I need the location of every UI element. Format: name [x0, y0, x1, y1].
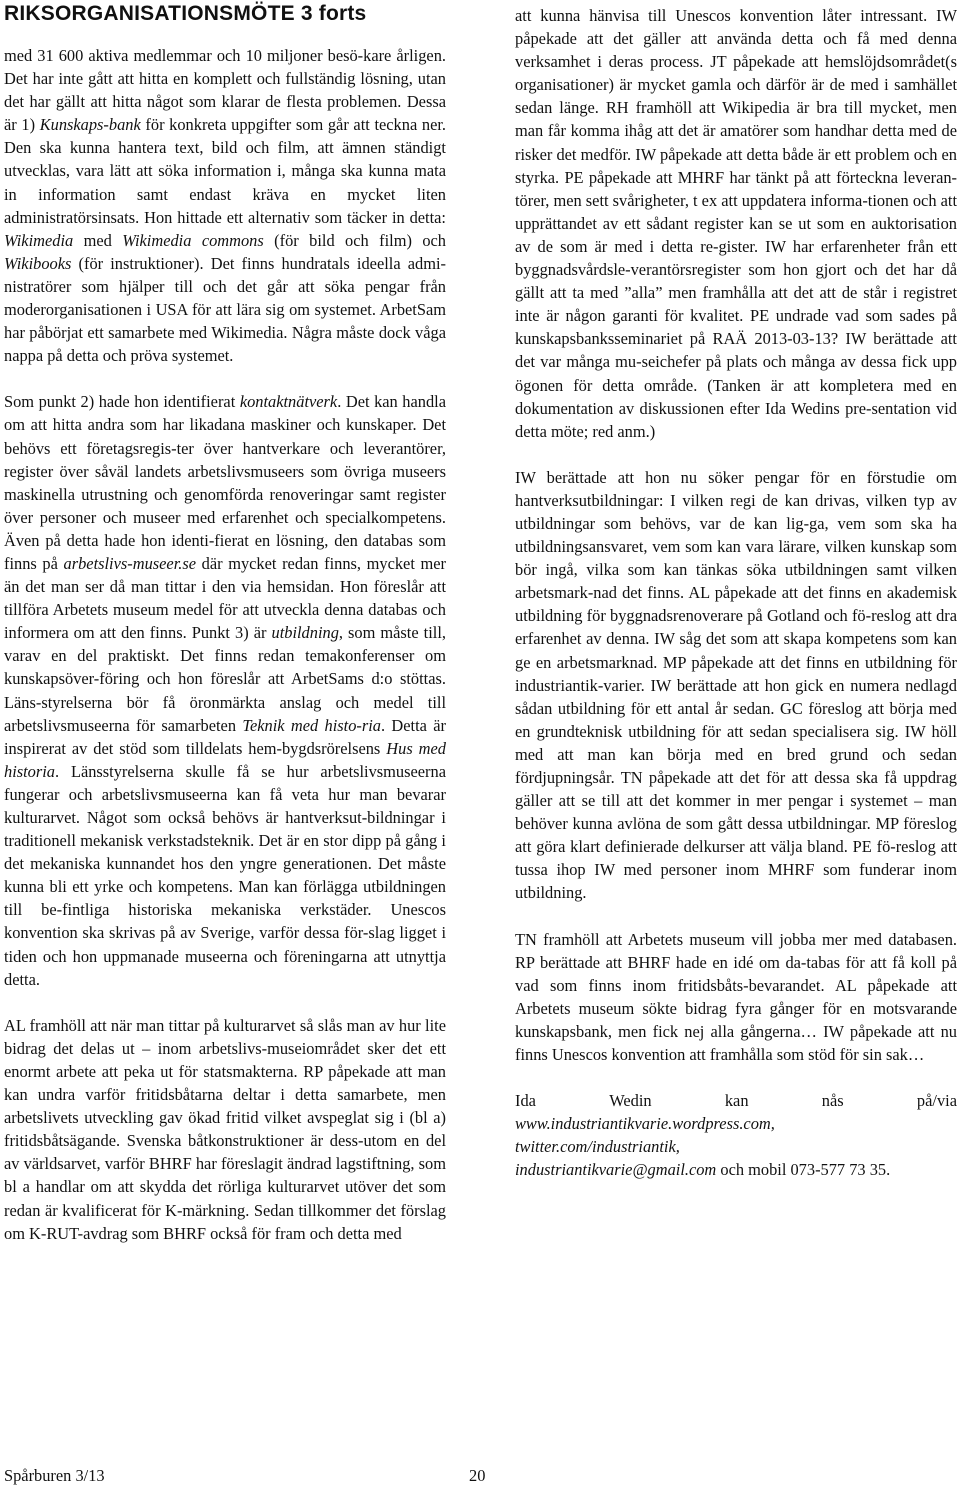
left-column [4, 44, 446, 1268]
right-column [515, 4, 957, 1182]
paragraph-databasen: TN framhöll att Arbetets museum vill jobba mer med databasen. RP berättade att BHRF hade en idé om da-tabas för att få koll på vad som finns inom fritidsbåts-bevarandet. AL påpekade att Arbetets museum sökte bidrag fyra gånger för en motsvarande kunskapsbank, men fick nej alla gångerna… IW påpekade att nu finns Unescos konvention att framhålla som stöd för sin sak… [515, 929, 957, 1065]
twitter-link[interactable]: twitter.com/industriantik, [515, 1137, 680, 1157]
paragraph-kunskapsbank: med 31 600 aktiva medlemmar och 10 miljoner besö-kare årligen. Det har inte gått att hitta en komplett och fullständig lösning, utan det har gällt att hitta något som klarar de flesta problemen. Dessa är 1) Kunskaps-bank för konkreta uppgifter som går att teckna ner. Den ska kunna hantera text, bild och film, att ämnen ständigt utvecklas, vara lätt att söka information i, många ska kunna mata in information samt endast kräva en mycket liten administratörsinsats. Hon hittade ett alternativ som täcker in detta: Wikimedia med Wikimedia commons (för bild och film) och Wikibooks (för instruktioner). Det finns hundratals ideella admi-nistratörer som hjälper till och det går att söka pengar från moderorganisationen i USA för att lära sig om systemet. ArbetSam har påbörjat ett samarbete med Wikimedia. Några måste dock våga nappa på detta och pröva systemet. [4, 46, 446, 366]
paragraph-kulturarvet: AL framhöll att när man tittar på kulturarvet så slås man av hur lite bidrag det delas ut – inom arbetslivs-museiområdet sker det ett enormt arbete att peka ut för statsmakterna. RP påpekade att man kan undra varför fritidsbåtarna deltar i detta samarbete, men arbetslivets utveckling gav ökad fritid vilket avspeglat sig i (bl a) fritidsbåtsägande. Svenska båtkonstruktioner är dess-utom en del av världsarvet, varför BHRF har föreslagit ändrad lagstiftning, som bl a handlar om att skydda det rörliga kulturarvet utöver det som redan är kvalificerat för K-märkning. Sedan tillkommer det förslag om K-RUT-avdrag som BHRF också för fram och detta med [4, 1015, 446, 1243]
publication-footer: Spårburen 3/13 [4, 1466, 105, 1485]
page-number: 20 [469, 1466, 486, 1485]
paragraph-unescos-konvention: att kunna hänvisa till Unescos konvention låter intressant. IW påpekade att det gäller att använda detta och få med denna verksamhet i deras process. JT påpekade att hemslöjdsområdet(s organisationer) är mycket gamla och därför är de med i samhället sedan länge. RH framhöll att Wikipedia är bra till mycket, men man får komma ihåg att det är amatörer som handhar detta med de risker det medför. IW påpekade att detta både är ett problem och en styrka. PE påpekade att MHRF har tänkt på att förteckna leveran-törer, men sett svårigheter, t ex att uppdatera informa-tionen och att upprättandet av ett sådant register kan se ut som en auktorisation av de som är med i detta re-gister. IW har erfarenheter från ett byggnadsvårdsle-verantörsregister som hon gjort och det har då gällt att ta med ”alla” men framhålla att det att de står i registret inte är någon garanti för kvalitet. PE undrade vad som sades på kunskapsbanksseminariet på RAÄ 2013-03-13? IW berättade att det var många mu-seichefer på plats och många av dessa fick upp ögonen för detta område. (Tanken är att kompletera med en dokumentation av diskussionen efter Ida Wedins pre-sentation vid detta möte; red anm.) [515, 6, 957, 441]
paragraph-kontaktnatverk: Som punkt 2) hade hon identifierat kontaktnätverk. Det kan handla om att hitta andra som har likadana maskiner och kunskaper. Det behövs ett företagsregis-ter över hantverkare och leverantörer, register över såväl landets arbetslivsmuseers som övriga museers maskinella utrustning och genomförda renoveringar samt register över personer och museer med erfarenhet och specialkompetens. Även på detta hade hon identi-fierat en lösning, den databas som finns på arbetslivs-museer.se där mycket redan finns, mycket mer än det man ser då man tittar i den via hemsidan. Hon föreslår att tillföra Arbetets museum medel för att utveckla denna databas och informera om att den finns. Punkt 3) är utbildning, som måste till, varav en del praktiskt. Det finns redan temakonferenser om kunskapsöver-föring och hon föreslår att ArbetSams d:o stöttas. Läns-styrelserna bör få öronmärkta anslag och medel till arbetslivsmuseerna för samarbeten Teknik med histo-ria. Detta är inspirerat av det stöd som tilldelats hem-bygdsrörelsens Hus med historia. Länsstyrelserna skulle få se hur arbetslivsmuseerna fungerar och arbetslivsmuseerna kan få veta hur man bevarar kulturarvet. Något som också behövs är hantverksut-bildningar i traditionell mekanisk verkstadsteknik. Det är en stor dipp på gång i det mekaniska kunnandet hos den yngre generationen. Det måste kunna bli ett yrke och kompetens. Man kan förlägga utbildningen till be-fintliga historiska mekaniska verkstäder. Unescos konvention ska skrivas på av Sverige, varför dessa för-slag ligget i tiden och hon uppmanade museerna och föreningarna att utnyttja detta. [4, 392, 447, 989]
email-link[interactable]: industriantikvarie@gmail.com [515, 1160, 717, 1180]
website-link[interactable]: www.industriantikvarie.wordpress.com, [515, 1114, 775, 1134]
mobile-number: och mobil 073-577 73 35. [716, 1160, 891, 1180]
contact-info [515, 1089, 957, 1181]
paragraph-hantverksutbildningar: IW berättade att hon nu söker pengar för en förstudie om hantverksutbildningar: I vilken regi de kan drivas, vilken typ av utbildningar som behövs, var de kan lig-ga, vem som ska ha utbildningsansvaret, vem som kan vara lärare, vilken kunskap som bör ingå, vilka som kan tänkas söka utbildningen samt vilken arbetsmark-nad det finns. AL påpekade att det finns en akademisk utbildning för byggnadsrenoverare på Gotland och fö-reslog att dra erfarenhet av denna. IW såg det som att skapa kompetens som kan ge en arbetsmarknad. MP påpekade att det finns en utbildning för industriantik-varier. IW berättade att hon gick en numera nedlagd sådan utbildning för ett antal år sedan. GC föreslog att börja med en grundteknisk utbildning för att sedan specialisera sig. IW höll med att man kan börja med en bred grund och sedan fördjupningsår. TN påpekade att det för att dessa ska få uppdrag gäller att se till att det kommer in mer pengar i systemet – man behöver kunna avlöna de som gått dessa utbildningar. MP föreslog att göra klart definierade delkurser att välja bland. PE fö-reslog att tussa ihop IW med personer inom MHRF som funderar inom utbildning. [515, 467, 957, 903]
contact-intro: Ida Wedin kan nås på/via [515, 1091, 957, 1111]
page-title: RIKSORGANISATIONSMÖTE 3 forts [4, 2, 367, 25]
